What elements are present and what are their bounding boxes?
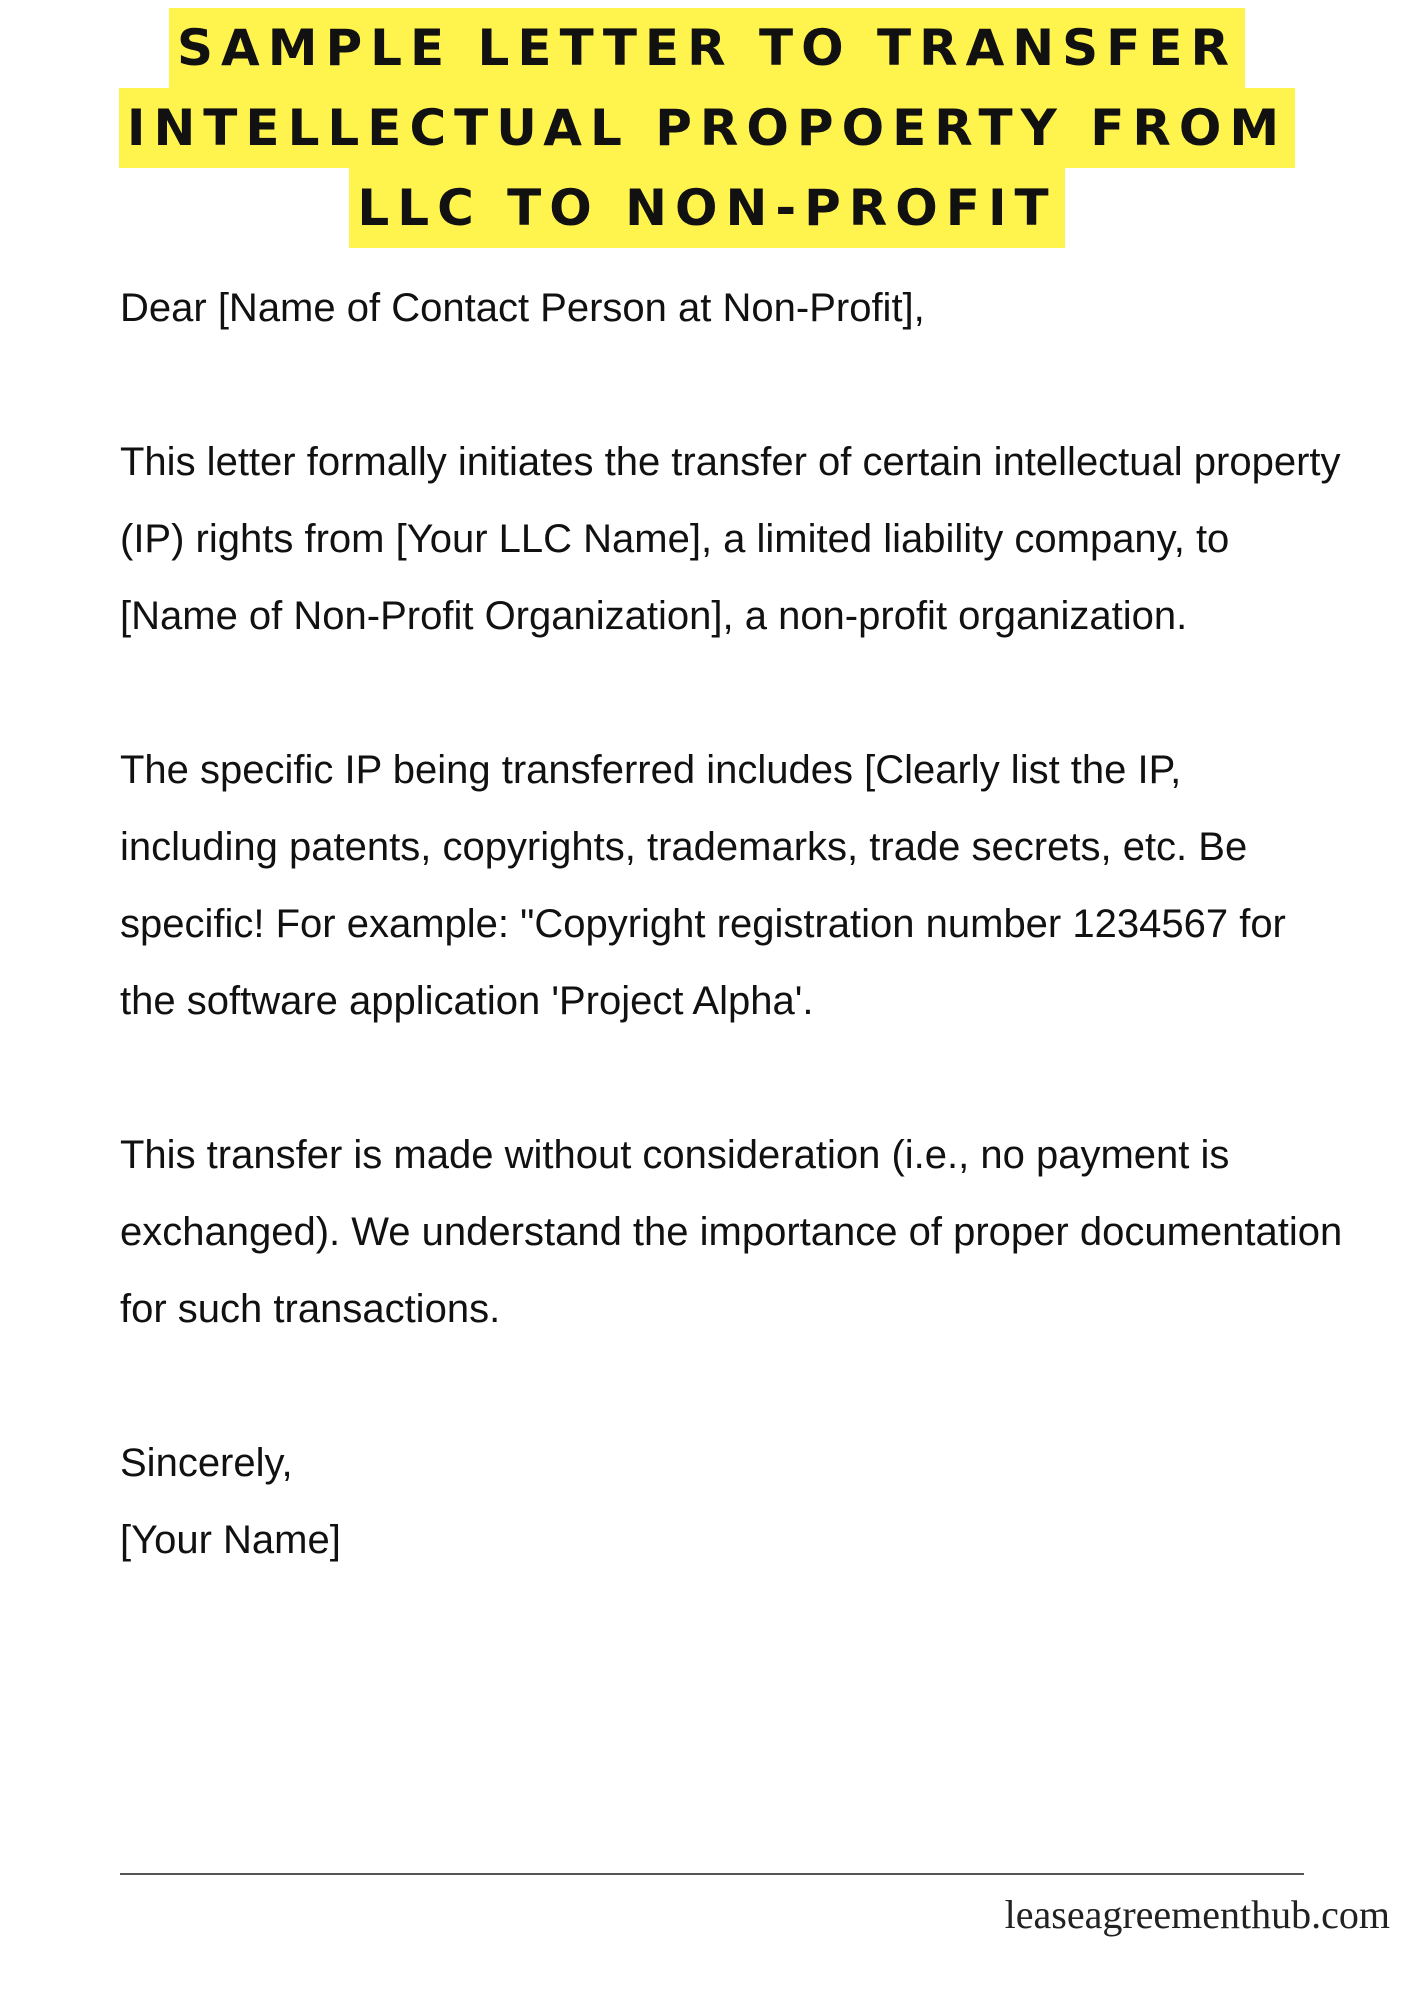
letter-body bbox=[120, 270, 1350, 1579]
title-line-1: SAMPLE LETTER TO TRANSFER bbox=[169, 8, 1245, 88]
title-line-2: INTELLECTUAL PROPOERTY FROM bbox=[119, 88, 1295, 168]
closing: Sincerely, bbox=[120, 1441, 293, 1485]
document-title bbox=[0, 8, 1414, 248]
paragraph-intro: This letter formally initiates the transfer of certain intellectual property (IP) rights from [Your LLC Name], a limited liability company, to [Name of Non-Profit Organization], a non-profit organization. bbox=[120, 440, 1341, 638]
salutation: Dear [Name of Contact Person at Non-Profit], bbox=[120, 286, 925, 330]
title-line-3: LLC TO NON-PROFIT bbox=[349, 168, 1064, 248]
paragraph-ip-list: The specific IP being transferred includes [Clearly list the IP, including patents, copyrights, trademarks, trade secrets, etc. Be specific! For example: "Copyright registration number 1234567 for the software application 'Project Alpha'. bbox=[120, 748, 1286, 1023]
footer-website: leaseagreementhub.com bbox=[1004, 1892, 1390, 1937]
paragraph-consideration: This transfer is made without consideration (i.e., no payment is exchanged). We understand the importance of proper documentation for such transactions. bbox=[120, 1133, 1343, 1331]
signature-name: [Your Name] bbox=[120, 1518, 341, 1562]
footer-divider bbox=[120, 1873, 1304, 1875]
